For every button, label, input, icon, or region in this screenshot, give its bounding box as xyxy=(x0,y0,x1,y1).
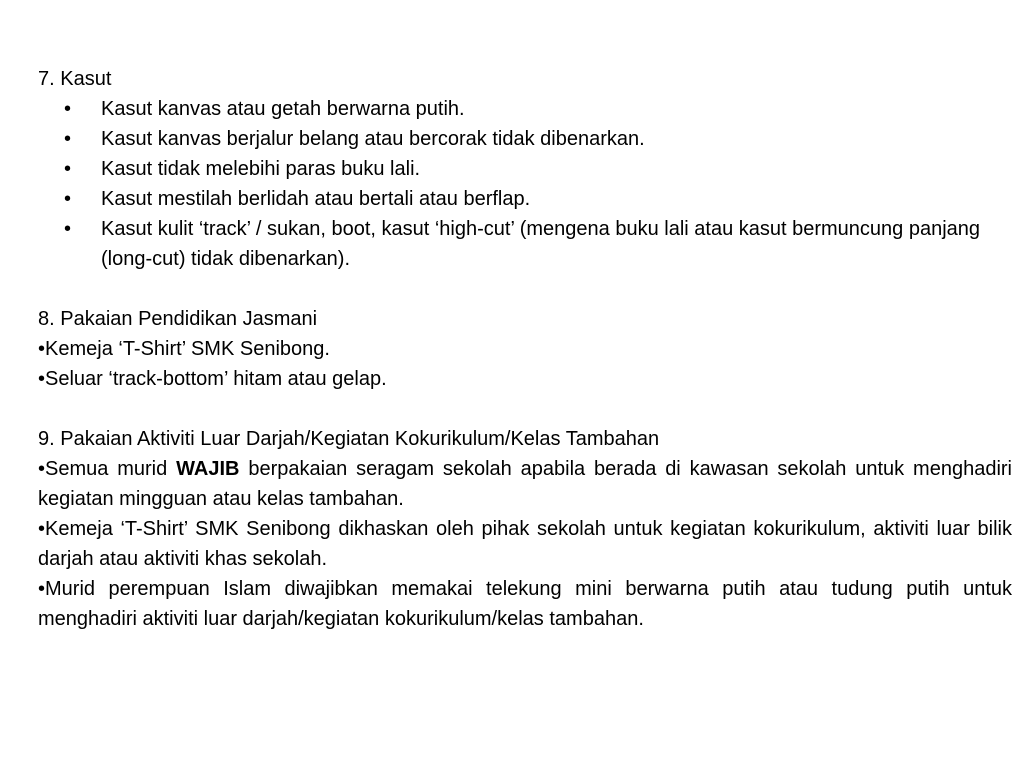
section-kasut xyxy=(38,64,1012,274)
paragraph-seragam xyxy=(38,454,1012,514)
emphasis-wajib: WAJIB xyxy=(176,458,240,480)
list-item xyxy=(38,184,1012,214)
paragraph-text: •Semua murid xyxy=(38,458,177,480)
bullet-icon: • xyxy=(64,128,72,150)
section-spacer xyxy=(38,274,1012,304)
section-title-aktiviti-luar-darjah: 9. Pakaian Aktiviti Luar Darjah/Kegiatan Kokurikulum/Kelas Tambahan xyxy=(38,428,660,450)
pj-line-seluar: •Seluar ‘track-bottom’ hitam atau gelap. xyxy=(38,368,387,390)
slide-content xyxy=(38,64,1012,634)
list-item xyxy=(38,154,1012,184)
section-title-kasut: 7. Kasut xyxy=(38,68,112,90)
paragraph-kemeja: •Kemeja ‘T-Shirt’ SMK Senibong dikhaskan oleh pihak sekolah untuk kegiatan kokurikulum, aktiviti luar bilik darjah atau aktiviti khas sekolah. xyxy=(38,518,1012,570)
bullet-icon: • xyxy=(64,218,72,240)
bullet-icon: • xyxy=(64,158,72,180)
list-item-text: Kasut mestilah berlidah atau bertali atau berflap. xyxy=(101,188,531,210)
list-item xyxy=(38,94,1012,124)
section-title-pendidikan-jasmani: 8. Pakaian Pendidikan Jasmani xyxy=(38,308,318,330)
section-aktiviti-luar-darjah xyxy=(38,424,1012,634)
paragraph-tudung: •Murid perempuan Islam diwajibkan memakai telekung mini berwarna putih atau tudung putih untuk menghadiri aktiviti luar darjah/kegiatan kokurikulum/kelas tambahan. xyxy=(38,578,1012,630)
list-item-text: Kasut kulit ‘track’ / sukan, boot, kasut ‘high-cut’ (mengena buku lali atau kasut bermuncung panjang (long-cut) tidak dibenarkan). xyxy=(101,218,981,270)
pj-line-kemeja: •Kemeja ‘T-Shirt’ SMK Senibong. xyxy=(38,338,330,360)
list-item-text: Kasut kanvas berjalur belang atau bercorak tidak dibenarkan. xyxy=(101,128,645,150)
kasut-bullet-list xyxy=(38,94,1012,274)
list-item-text: Kasut kanvas atau getah berwarna putih. xyxy=(101,98,465,120)
paragraph-text: berpakaian seragam sekolah apabila berada di kawasan sekolah untuk menghadiri kegiatan mingguan atau kelas tambahan. xyxy=(38,458,1012,510)
section-spacer xyxy=(38,394,1012,424)
bullet-icon: • xyxy=(64,188,72,210)
list-item-text: Kasut tidak melebihi paras buku lali. xyxy=(101,158,421,180)
list-item xyxy=(38,214,1012,274)
list-item xyxy=(38,124,1012,154)
section-pendidikan-jasmani xyxy=(38,304,1012,394)
bullet-icon: • xyxy=(64,98,72,120)
